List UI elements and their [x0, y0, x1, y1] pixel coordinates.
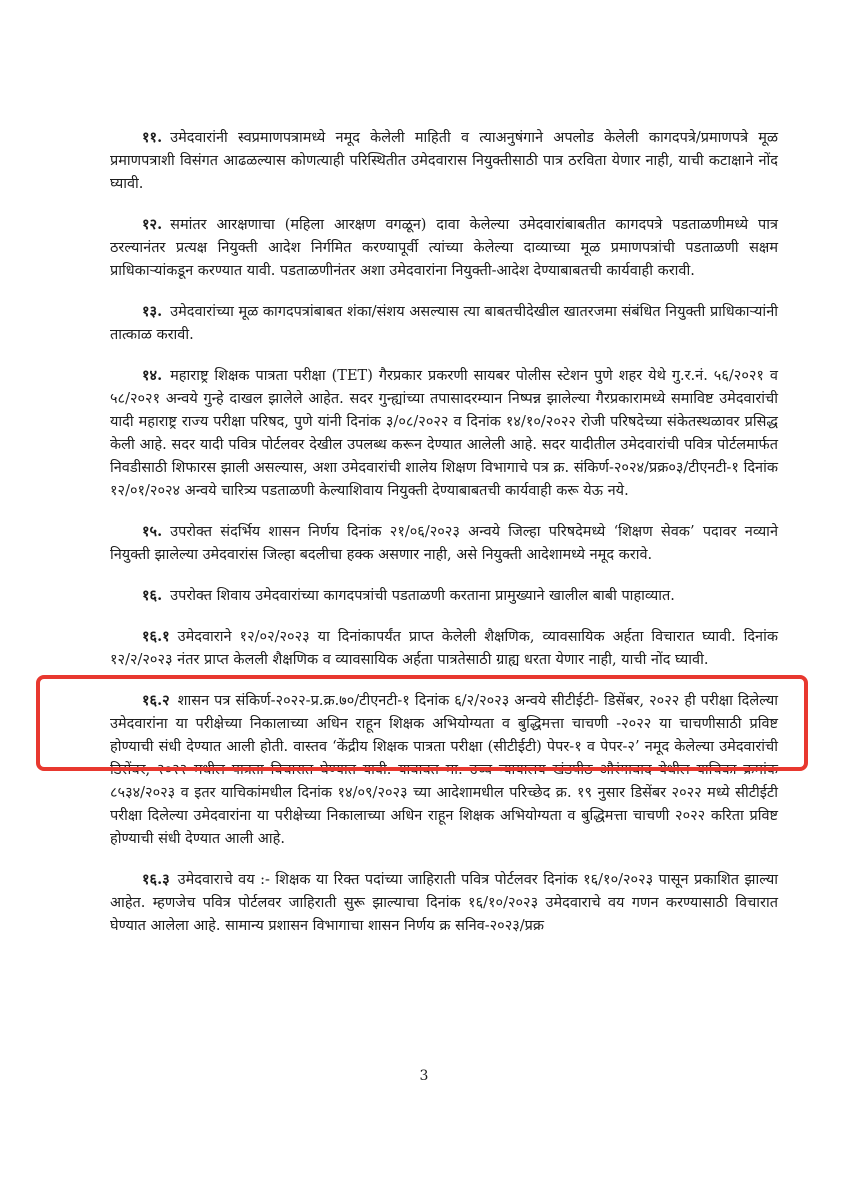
paragraph-12 — [110, 213, 778, 283]
paragraph-number: १६.३ — [142, 871, 170, 888]
paragraph-text: महाराष्ट्र शिक्षक पात्रता परीक्षा (TET) गैरप्रकार प्रकरणी सायबर पोलीस स्टेशन पुणे शहर येथे गु.र.नं. ५६/२०२१ व ५८/२०२१ अन्वये गुन्हे दाखल झालेले आहेत. सदर गुन्ह्यांच्या तपासादरम्यान निष्पन्न झालेल्या गैरप्रकारामध्ये समाविष्ट उमेदवारांची यादी महाराष्ट्र राज्य परीक्षा परिषद, पुणे यांनी दिनांक ३/०८/२०२२ व दिनांक १४/१०/२०२२ रोजी परिषदेच्या संकेतस्थळावर प्रसिद्ध केली आहे. सदर यादी पवित्र पोर्टलवर देखील उपलब्ध करून देण्यात आलेली आहे. सदर यादीतील उमेदवारांची पवित्र पोर्टलमार्फत निवडीसाठी शिफारस झाली असल्यास, अशा उमेदवारांची शालेय शिक्षण विभागाचे पत्र क्र. संकिर्ण-२०२४/प्रक्र०३/टीएनटी-१ दिनांक १२/०१/२०२४ अन्वये चारित्र्य पडताळणी केल्याशिवाय नियुक्ती देण्याबाबतची कार्यवाही करू येऊ नये. — [110, 368, 778, 499]
paragraph-number: १५. — [142, 523, 163, 540]
paragraph-text: उमेदवाराने १२/०२/२०२३ या दिनांकापर्यंत प्राप्त केलेली शैक्षणिक, व्यावसायिक अर्हता विचारात घ्यावी. दिनांक १२/२/२०२३ नंतर प्राप्त केलली शैक्षणिक व व्यावसायिक अर्हता पात्रतेसाठी ग्राह्य धरता येणार नाही, याची नोंद घ्यावी. — [110, 629, 778, 668]
paragraph-15 — [110, 520, 778, 567]
paragraph-16-2 — [110, 689, 778, 851]
paragraph-text: उमेदवारांच्या मूळ कागदपत्रांबाबत शंका/संशय असल्यास त्या बाबतचीदेखील खातरजमा संबंधित नियुक्ती प्राधिकाऱ्यांनी तात्काळ करावी. — [110, 304, 778, 343]
paragraph-number: १४. — [142, 367, 163, 384]
paragraph-number: ११. — [142, 129, 163, 146]
paragraph-number: १६. — [142, 587, 163, 604]
paragraph-16-3 — [110, 868, 778, 938]
paragraph-11 — [110, 126, 778, 196]
page-number: 3 — [419, 1068, 429, 1084]
paragraph-16-1 — [110, 625, 778, 672]
paragraph-text: समांतर आरक्षणाचा (महिला आरक्षण वगळून) दावा केलेल्या उमेदवारांबाबतीत कागदपत्रे पडताळणीमध्ये पात्र ठरल्यानंतर प्रत्यक्ष नियुक्ती आदेश निर्गमित करण्यापूर्वी त्यांच्या केलेल्या दाव्याच्या मूळ प्रमाणपत्रांची पडताळणी सक्षम प्राधिकाऱ्यांकडून करण्यात यावी. पडताळणीनंतर अशा उमेदवारांना नियुक्ती-आदेश देण्याबाबतची कार्यवाही करावी. — [110, 217, 778, 279]
paragraph-text: शासन पत्र संकिर्ण-२०२२-प्र.क्र.७०/टीएनटी-१ दिनांक ६/२/२०२३ अन्वये सीटीईटी- डिसेंबर, २०२२ ही परीक्षा दिलेल्या उमेदवारांना या परीक्षेच्या निकालाच्या अधिन राहून शिक्षक अभियोग्यता व बुद्धिमत्ता चाचणी -२०२२ या चाचणीसाठी प्रविष्ट होण्याची संधी देण्यात आली होती. वास्तव ‘केंद्रीय शिक्षक पात्रता परीक्षा (सीटीईटी) पेपर-१ व पेपर-२’ नमूद केलेल्या उमेदवारांची डिसेंबर, २०२२ मधील पात्रता विचारात घेण्यात यावी. याबाबत मा. उच्च न्यायालय खंडपीठ औरंगाबाद येथील याचिका क्रमांक ८५३४/२०२३ व इतर याचिकांमधील दिनांक १४/०९/२०२३ च्या आदेशामधील परिच्छेद क्र. १९ नुसार डिसेंबर २०२२ मध्ये सीटीईटी परीक्षा दिलेल्या उमेदवारांना या परीक्षेच्या निकालाच्या अधिन राहून शिक्षक अभियोग्यता व बुद्धिमत्ता चाचणी २०२२ करिता प्रविष्ट होण्याची संधी देण्यात आली आहे. — [110, 693, 778, 847]
paragraph-number: १३. — [142, 303, 163, 320]
paragraph-number: १६.२ — [142, 692, 170, 709]
paragraph-number: १२. — [142, 216, 163, 233]
paragraph-number: १६.१ — [142, 628, 170, 645]
paragraph-text: उमेदवाराचे वय :- शिक्षक या रिक्त पदांच्या जाहिराती पवित्र पोर्टलवर दिनांक १६/१०/२०२३ पासून प्रकाशित झाल्या आहेत. म्हणजेच पवित्र पोर्टलवर जाहिराती सुरू झाल्याचा दिनांक १६/१०/२०२३ उमेदवाराचे वय गणन करण्यासाठी विचारात घेण्यात आलेला आहे. सामान्य प्रशासन विभागाचा शासन निर्णय क्र सनिव-२०२३/प्रक्र — [110, 872, 778, 934]
paragraph-14 — [110, 364, 778, 503]
paragraph-text: उमेदवारांनी स्वप्रमाणपत्रामध्ये नमूद केलेली माहिती व त्याअनुषंगाने अपलोड केलेली कागदपत्रे/प्रमाणपत्रे मूळ प्रमाणपत्राशी विसंगत आढळल्यास कोणत्याही परिस्थितीत उमेदवारास नियुक्तीसाठी पात्र ठरविता येणार नाही, याची कटाक्षाने नोंद घ्यावी. — [110, 130, 778, 192]
paragraph-text: उपरोक्त संदर्भिय शासन निर्णय दिनांक २१/०६/२०२३ अन्वये जिल्हा परिषदेमध्ये ‘शिक्षण सेवक’ पदावर नव्याने नियुक्ती झालेल्या उमेदवारांस जिल्हा बदलीचा हक्क असणार नाही, असे नियुक्ती आदेशामध्ये नमूद करावे. — [110, 524, 778, 563]
paragraph-16 — [110, 584, 778, 608]
paragraph-text: उपरोक्त शिवाय उमेदवारांच्या कागदपत्रांची पडताळणी करताना प्रामुख्याने खालील बाबी पाहाव्यात. — [170, 588, 675, 604]
paragraph-13 — [110, 300, 778, 347]
